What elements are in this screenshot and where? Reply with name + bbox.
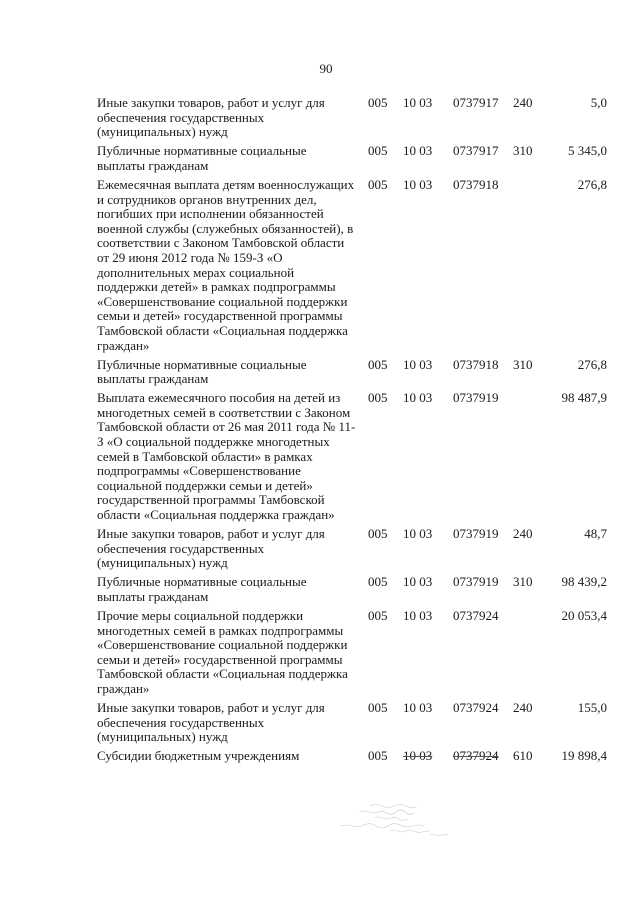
row-expense-type: 240 bbox=[513, 700, 533, 716]
row-section-code: 10 03 bbox=[403, 356, 433, 372]
faint-stamp-mark bbox=[330, 800, 480, 840]
table-row bbox=[97, 178, 607, 353]
table-row bbox=[97, 391, 607, 522]
budget-table bbox=[97, 96, 607, 769]
row-ministry-code: 005 bbox=[368, 176, 388, 192]
row-description: Иные закупки товаров, работ и услуг для обеспечения государственных (муниципальных) нужд bbox=[97, 95, 325, 140]
row-amount: 98 487,9 bbox=[561, 390, 607, 406]
row-section-code: 10 03 bbox=[403, 526, 433, 542]
row-amount: 276,8 bbox=[577, 176, 607, 192]
row-ministry-code: 005 bbox=[368, 608, 388, 624]
row-ministry-code: 005 bbox=[368, 143, 388, 159]
row-description: Публичные нормативные социальные выплаты гражданам bbox=[97, 574, 307, 604]
row-ministry-code: 005 bbox=[368, 390, 388, 406]
row-expense-type: 310 bbox=[513, 143, 533, 159]
row-amount: 19 898,4 bbox=[561, 748, 607, 764]
row-ministry-code: 005 bbox=[368, 574, 388, 590]
table-row bbox=[97, 609, 607, 697]
row-section-code: 10 03 bbox=[403, 95, 433, 110]
row-description: Субсидии бюджетным учреждениям bbox=[97, 748, 300, 764]
table-row bbox=[97, 701, 607, 745]
row-expense-type: 610 bbox=[513, 748, 533, 764]
row-target-code: 0737919 bbox=[453, 526, 499, 542]
row-expense-type: 310 bbox=[513, 574, 533, 590]
row-target-code: 0737924 bbox=[453, 700, 499, 716]
row-target-code: 0737924 bbox=[453, 608, 499, 624]
row-expense-type: 240 bbox=[513, 95, 533, 110]
row-section-code: 10 03 bbox=[403, 700, 433, 716]
row-amount: 5,0 bbox=[590, 95, 607, 110]
row-target-code: 0737924 bbox=[453, 748, 499, 764]
table-row bbox=[97, 527, 607, 571]
row-expense-type: 310 bbox=[513, 356, 533, 372]
row-target-code: 0737919 bbox=[453, 390, 499, 406]
row-description: Публичные нормативные социальные выплаты гражданам bbox=[97, 356, 307, 387]
row-section-code: 10 03 bbox=[403, 574, 433, 590]
row-ministry-code: 005 bbox=[368, 700, 388, 716]
table-row bbox=[97, 144, 607, 173]
row-ministry-code: 005 bbox=[368, 95, 388, 110]
table-row bbox=[97, 749, 607, 764]
row-amount: 276,8 bbox=[577, 356, 607, 372]
row-amount: 98 439,2 bbox=[561, 574, 607, 590]
row-amount: 20 053,4 bbox=[561, 608, 607, 624]
row-description: Выплата ежемесячного пособия на детей из многодетных семей в соответствии с Законом Тамбовской области от 26 мая 2011 года № 11-З «О социальной поддержке многодетных семей в Тамбовской области» в рамках подпрограммы «Совершенствование социальной поддержки семьи и детей» государственной программы Тамбовской области «Социальная поддержка граждан» bbox=[97, 390, 356, 523]
row-expense-type: 240 bbox=[513, 526, 533, 542]
row-target-code: 0737917 bbox=[453, 143, 499, 159]
row-section-code: 10 03 bbox=[403, 143, 433, 159]
row-description: Ежемесячная выплата детям военнослужащих и сотрудников органов внутренних дел, погибших при исполнении обязанностей военной службы (служебных обязанностей), в соответствии с Законом Тамбовской области от 29 июня 2012 года № 159-З «О дополнительных мерах социальной поддержки детей» в рамках подпрограммы «Совершенствование социальной поддержки семьи и детей» государственной программы Тамбовской области «Социальная поддержка граждан» bbox=[97, 176, 355, 353]
row-ministry-code: 005 bbox=[368, 356, 388, 372]
row-description: Иные закупки товаров, работ и услуг для обеспечения государственных (муниципальных) нужд bbox=[97, 526, 325, 571]
table-row bbox=[97, 575, 607, 604]
row-target-code: 0737919 bbox=[453, 574, 499, 590]
page-number: 90 bbox=[319, 61, 333, 76]
row-description: Публичные нормативные социальные выплаты гражданам bbox=[97, 143, 307, 173]
row-description: Иные закупки товаров, работ и услуг для обеспечения государственных (муниципальных) нужд bbox=[97, 700, 325, 745]
row-target-code: 0737917 bbox=[453, 95, 499, 110]
row-section-code: 10 03 bbox=[403, 390, 433, 406]
row-ministry-code: 005 bbox=[368, 748, 388, 764]
row-amount: 155,0 bbox=[577, 700, 607, 716]
row-section-code: 10 03 bbox=[403, 608, 433, 624]
row-ministry-code: 005 bbox=[368, 526, 388, 542]
row-target-code: 0737918 bbox=[453, 356, 499, 372]
row-target-code: 0737918 bbox=[453, 176, 499, 192]
row-amount: 5 345,0 bbox=[568, 143, 607, 159]
row-section-code: 10 03 bbox=[403, 176, 433, 192]
table-row bbox=[97, 96, 607, 140]
row-description: Прочие меры социальной поддержки многодетных семей в рамках подпрограммы «Совершенствование социальной поддержки семьи и детей» государственной программы Тамбовской области «Социальная поддержка граждан» bbox=[97, 608, 348, 697]
row-amount: 48,7 bbox=[584, 526, 607, 542]
row-section-code: 10 03 bbox=[403, 748, 433, 764]
table-row bbox=[97, 358, 607, 387]
